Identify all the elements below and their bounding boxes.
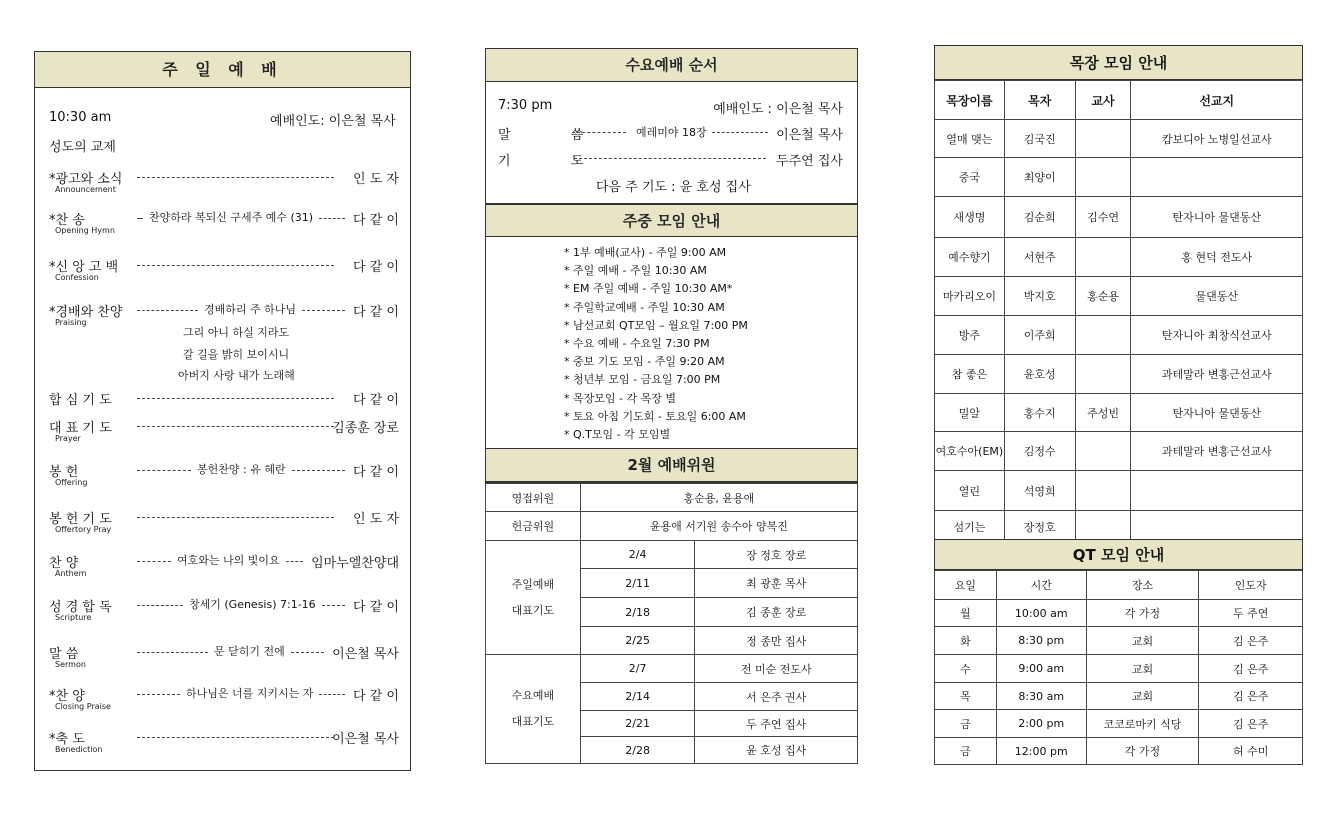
- order-label: 성 경 합 독: [49, 600, 112, 615]
- table-cell: [1075, 316, 1131, 355]
- leader-line: [137, 218, 143, 219]
- name-cell: 전 미순 전도사: [695, 655, 858, 683]
- date-cell: 2/14: [580, 683, 695, 711]
- table-cell: 홍순용: [1075, 277, 1131, 316]
- sunday-order-item: [49, 685, 399, 711]
- table-row: [935, 471, 1303, 511]
- order-label: 합 심 기 도: [49, 393, 112, 408]
- order-detail: 찬양하라 복되신 구세주 예수 (31): [149, 211, 314, 224]
- wednesday-service-title: 수요예배 순서: [486, 49, 857, 82]
- leader-line: [286, 561, 303, 562]
- order-person: 김종훈 장로: [332, 421, 399, 436]
- weekly-meeting-text: 청년부 모임 - 금요일 7:00 PM: [573, 373, 721, 387]
- wednesday-leader: 예배인도 : 이은철 목사: [713, 102, 843, 117]
- table-row: [935, 355, 1303, 394]
- weekly-meetings-title: 주중 모임 안내: [486, 204, 857, 237]
- leader-line: [319, 218, 345, 219]
- table-row: [935, 277, 1303, 316]
- weekly-meetings-panel: [485, 204, 858, 449]
- weekly-meeting-item: [564, 280, 732, 296]
- wed-prayer-label-1: 수요예배: [511, 689, 555, 702]
- order-detail: 창세기 (Genesis) 7:1-16: [189, 598, 316, 611]
- table-cell: 홍수지: [1004, 394, 1075, 432]
- table-cell: [1075, 355, 1131, 394]
- column-header: 시간: [996, 571, 1086, 600]
- weekly-meeting-text: EM 주일 예배 - 주일 10:30 AM*: [573, 282, 733, 296]
- table-cell: [1075, 238, 1131, 277]
- order-person: 다 같 이: [353, 305, 399, 320]
- weekly-meeting-text: 토요 아침 기도회 - 토요일 6:00 AM: [573, 409, 746, 423]
- date-cell: 2/7: [580, 655, 695, 683]
- name-cell: 두 주연 집사: [695, 711, 858, 737]
- table-cell: 코코로마키 식당: [1086, 710, 1199, 738]
- order-english-label: Offertory Pray: [55, 525, 112, 534]
- table-cell: 목: [935, 683, 997, 710]
- sunday-order-item: [49, 728, 399, 754]
- order-english-label: Announcement: [55, 185, 116, 194]
- wednesday-word-speaker: 이은철 목사: [776, 128, 843, 143]
- sunday-time: 10:30 am: [49, 110, 112, 125]
- table-cell: 탄자니아 최창식선교사: [1131, 316, 1303, 355]
- usher-value: 홍순용, 윤용애: [580, 484, 857, 512]
- leader-line: [137, 737, 334, 738]
- table-cell: 2:00 pm: [996, 710, 1086, 738]
- table-row: [935, 627, 1303, 655]
- table-row: [935, 120, 1303, 158]
- leader-line: [137, 561, 171, 562]
- bullet: *: [564, 246, 573, 259]
- wednesday-prayer-label: 기 도: [498, 154, 612, 169]
- order-english-label: Scripture: [55, 613, 92, 622]
- table-header-row: [935, 81, 1303, 120]
- table-cell: 이주희: [1004, 316, 1075, 355]
- bullet: *: [564, 409, 573, 423]
- bullet: *: [564, 282, 573, 296]
- sunday-service-title: 주 일 예 배: [35, 52, 410, 88]
- bullet: *: [564, 355, 573, 369]
- table-cell: 화: [935, 627, 997, 655]
- order-detail: 문 닫히기 전에: [214, 645, 285, 658]
- table-cell: 홍 현덕 전도사: [1131, 238, 1303, 277]
- order-person: 다 같 이: [353, 393, 399, 408]
- sunday-greeting: 성도의 교제: [49, 140, 116, 155]
- qt-title: QT 모임 안내: [934, 539, 1303, 570]
- order-person: 인 도 자: [353, 172, 399, 187]
- wednesday-word-text: 예레미야 18장: [636, 126, 707, 139]
- table-cell: 중국: [935, 158, 1005, 197]
- leader-line: [137, 470, 191, 471]
- table-cell: 캄보디아 노병일선교사: [1131, 120, 1303, 158]
- order-label: 말 씀: [49, 647, 79, 662]
- leader-line: [291, 652, 324, 653]
- table-cell: 윤호성: [1004, 355, 1075, 394]
- offering-value: 윤용애 서기원 송수아 양복진: [580, 512, 857, 541]
- table-cell: 물댄동산: [1131, 277, 1303, 316]
- column-header: 요일: [935, 571, 997, 600]
- table-cell: 8:30 pm: [996, 627, 1086, 655]
- column-header: 인도자: [1199, 571, 1303, 600]
- table-cell: 허 수미: [1199, 738, 1303, 765]
- february-committee-table: [485, 483, 858, 764]
- name-cell: 윤 호성 집사: [695, 737, 858, 764]
- table-cell: 예수향기: [935, 238, 1005, 277]
- table-cell: 밀알: [935, 394, 1005, 432]
- bullet: *: [564, 318, 573, 332]
- praise-line: 그리 아니 하실 지라도: [183, 326, 290, 339]
- table-row: [935, 238, 1303, 277]
- sunday-order-item: [49, 417, 399, 443]
- order-person: 다 같 이: [353, 689, 399, 704]
- column-header: 목자: [1004, 81, 1075, 120]
- table-cell: 김 은주: [1199, 683, 1303, 710]
- sunday-prayer-label-1: 주일예배: [511, 577, 555, 591]
- table-cell: 석영희: [1004, 471, 1075, 511]
- table-cell: 9:00 am: [996, 655, 1086, 683]
- column-header: 선교지: [1131, 81, 1303, 120]
- table-cell: 김정수: [1004, 432, 1075, 471]
- leader-line: [137, 694, 180, 695]
- table-cell: [1075, 471, 1131, 511]
- table-cell: 서현주: [1004, 238, 1075, 277]
- date-cell: 2/21: [580, 711, 695, 737]
- table-cell: 과테말라 변홍근선교사: [1131, 432, 1303, 471]
- bullet: *: [564, 391, 573, 405]
- name-cell: 장 정호 장로: [695, 541, 858, 569]
- name-cell: 최 광훈 목사: [695, 569, 858, 598]
- leader-line: [137, 310, 198, 311]
- table-cell: 교회: [1086, 627, 1199, 655]
- leader-line: [712, 132, 768, 133]
- table-cell: 각 가정: [1086, 600, 1199, 627]
- table-cell: 두 주연: [1199, 600, 1303, 627]
- leader-line: [322, 605, 345, 606]
- table-cell: 수: [935, 655, 997, 683]
- sunday-service-panel: [34, 51, 411, 771]
- name-cell: 김 종훈 장로: [695, 598, 858, 627]
- table-row: [935, 316, 1303, 355]
- table-row: [486, 484, 858, 512]
- sunday-order-item: [49, 389, 399, 411]
- table-cell: 참 좋은: [935, 355, 1005, 394]
- table-cell: 금: [935, 710, 997, 738]
- leader-line: [137, 605, 183, 606]
- table-row: [935, 432, 1303, 471]
- weekly-meeting-text: Q.T모임 - 각 모임별: [573, 428, 671, 441]
- order-label: *광고와 소식: [49, 172, 123, 187]
- sunday-order-item: [49, 643, 399, 669]
- table-cell: 방주: [935, 316, 1005, 355]
- table-row: [935, 738, 1303, 765]
- date-cell: 2/4: [580, 541, 695, 569]
- table-row: [486, 655, 858, 683]
- order-english-label: Offering: [55, 478, 88, 487]
- wed-prayer-label: [486, 655, 581, 764]
- order-label: *경배와 찬양: [49, 305, 123, 320]
- order-label: *찬 송: [49, 213, 85, 228]
- wednesday-service-panel: [485, 48, 858, 204]
- praise-line: 갈 길을 밝히 보이시니: [183, 348, 290, 361]
- table-header-row: [935, 571, 1303, 600]
- leader-line: [292, 470, 345, 471]
- table-cell: 주성빈: [1075, 394, 1131, 432]
- table-cell: 김 은주: [1199, 627, 1303, 655]
- table-cell: 열매 맺는: [935, 120, 1005, 158]
- leader-line: [137, 652, 208, 653]
- mokjang-title: 목장 모임 안내: [934, 45, 1303, 80]
- weekly-meeting-item: [564, 371, 720, 387]
- leader-line: [319, 694, 345, 695]
- february-committee-title: 2월 예배위원: [486, 449, 857, 482]
- order-person: 다 같 이: [353, 213, 399, 228]
- table-cell: 여호수아(EM): [935, 432, 1005, 471]
- sunday-leader: 예배인도: 이은철 목사: [270, 114, 396, 129]
- table-row: [935, 710, 1303, 738]
- table-cell: 월: [935, 600, 997, 627]
- wednesday-time: 7:30 pm: [498, 98, 553, 113]
- column-header: 교사: [1075, 81, 1131, 120]
- sunday-order-item: [49, 168, 399, 194]
- weekly-meeting-item: [564, 408, 746, 424]
- column-header: 장소: [1086, 571, 1199, 600]
- weekly-meeting-item: [564, 317, 748, 333]
- column-header: 목장이름: [935, 81, 1005, 120]
- table-cell: 새생명: [935, 197, 1005, 238]
- leader-line: [137, 426, 334, 427]
- sunday-order-item: [49, 301, 399, 327]
- weekly-meeting-item: [564, 262, 707, 278]
- order-detail: 여호와는 나의 빛이요: [177, 554, 280, 567]
- order-english-label: Sermon: [55, 660, 86, 669]
- date-cell: 2/11: [580, 569, 695, 598]
- weekly-meeting-item: [564, 299, 725, 315]
- weekly-meeting-item: [564, 244, 726, 260]
- offering-label: 헌금위원: [486, 512, 581, 541]
- wed-prayer-label-2: 대표기도: [511, 715, 555, 728]
- date-cell: 2/28: [580, 737, 695, 764]
- table-cell: 최양이: [1004, 158, 1075, 197]
- leader-line: [137, 517, 334, 518]
- date-cell: 2/25: [580, 627, 695, 655]
- weekly-meeting-text: 중보 기도 모임 - 주일 9:20 AM: [573, 355, 725, 369]
- usher-label: 영접위원: [486, 484, 581, 512]
- name-cell: 정 종만 집사: [695, 627, 858, 655]
- table-cell: 12:00 pm: [996, 738, 1086, 765]
- weekly-meeting-item: [564, 335, 710, 351]
- february-committee-panel: [485, 449, 858, 483]
- order-label: 대 표 기 도: [49, 421, 112, 436]
- wednesday-word-label: 말 씀: [498, 128, 612, 143]
- order-person: 인 도 자: [353, 512, 399, 527]
- weekly-meeting-text: 주일 예배 - 주일 10:30 AM: [573, 264, 707, 278]
- table-row: [935, 683, 1303, 710]
- leader-line: [137, 177, 334, 178]
- table-cell: 열린: [935, 471, 1005, 511]
- table-cell: 교회: [1086, 683, 1199, 710]
- table-cell: 김수연: [1075, 197, 1131, 238]
- order-english-label: Anthem: [55, 569, 87, 578]
- weekly-meeting-item: [564, 353, 725, 369]
- sunday-prayer-label-2: 대표기도: [511, 603, 555, 617]
- table-cell: 교회: [1086, 655, 1199, 683]
- table-cell: 금: [935, 738, 997, 765]
- table-cell: 김순희: [1004, 197, 1075, 238]
- table-cell: [1075, 120, 1131, 158]
- order-english-label: Confession: [55, 273, 99, 282]
- table-cell: 섬기는: [935, 511, 1005, 544]
- order-person: 임마누엘찬양대: [311, 556, 399, 571]
- table-cell: [1131, 471, 1303, 511]
- table-cell: [1075, 432, 1131, 471]
- table-cell: 10:00 am: [996, 600, 1086, 627]
- table-row: [486, 541, 858, 569]
- bullet: *: [564, 337, 573, 350]
- leader-line: [572, 132, 626, 133]
- table-row: [935, 197, 1303, 238]
- order-label: *찬 양: [49, 689, 85, 704]
- order-label: *신 앙 고 백: [49, 260, 119, 275]
- name-cell: 서 은주 권사: [695, 683, 858, 711]
- sunday-order-item: [49, 596, 399, 622]
- wednesday-prayer-person: 두주연 집사: [776, 154, 843, 169]
- table-cell: 장정호: [1004, 511, 1075, 544]
- table-row: [486, 512, 858, 541]
- order-detail: 하나님은 너를 지키시는 자: [186, 687, 314, 700]
- table-cell: 탄자니아 물댄동산: [1131, 197, 1303, 238]
- order-label: 찬 양: [49, 556, 79, 571]
- weekly-meeting-item: [564, 390, 676, 406]
- table-cell: 김 은주: [1199, 655, 1303, 683]
- praise-line: 아버지 사랑 내가 노래해: [178, 369, 295, 382]
- bullet: *: [564, 373, 573, 387]
- table-cell: [1075, 158, 1131, 197]
- table-cell: 박지호: [1004, 277, 1075, 316]
- order-label: 봉 헌: [49, 465, 79, 480]
- order-person: 다 같 이: [353, 260, 399, 275]
- leader-line: [302, 310, 345, 311]
- order-english-label: Praising: [55, 318, 87, 327]
- qt-table: [934, 570, 1303, 765]
- order-person: 다 같 이: [353, 600, 399, 615]
- table-row: [935, 158, 1303, 197]
- weekly-meeting-text: 남선교회 QT모임 – 월요일 7:00 PM: [573, 318, 748, 332]
- table-cell: 8:30 am: [996, 683, 1086, 710]
- table-cell: 탄자니아 물댄동산: [1131, 394, 1303, 432]
- table-row: [935, 655, 1303, 683]
- bullet: *: [564, 428, 573, 441]
- order-detail: 경배하리 주 하나님: [204, 303, 297, 316]
- weekly-meeting-text: 1부 예배(교사) - 주일 9:00 AM: [573, 246, 727, 259]
- sunday-order-item: [49, 552, 399, 578]
- order-person: 이은철 목사: [332, 647, 399, 662]
- sunday-order-item: [49, 256, 399, 282]
- table-row: [935, 600, 1303, 627]
- order-english-label: Opening Hymn: [55, 226, 115, 235]
- leader-line: [137, 265, 334, 266]
- weekly-meeting-text: 목장모임 - 각 목장 별: [573, 391, 676, 405]
- order-english-label: Closing Praise: [55, 702, 111, 711]
- order-english-label: Benediction: [55, 745, 103, 754]
- table-cell: 마카리오이: [935, 277, 1005, 316]
- weekly-meeting-text: 수요 예배 - 수요일 7:30 PM: [573, 337, 710, 350]
- mokjang-table: [934, 80, 1303, 544]
- order-label: 봉 헌 기 도: [49, 512, 112, 527]
- date-cell: 2/18: [580, 598, 695, 627]
- sunday-order-item: [49, 508, 399, 534]
- table-cell: 각 가정: [1086, 738, 1199, 765]
- table-cell: 김 은주: [1199, 710, 1303, 738]
- leader-line: [137, 398, 334, 399]
- sunday-order-item: [49, 209, 399, 235]
- bullet: *: [564, 264, 573, 278]
- order-detail: 봉헌찬양 : 유 혜란: [197, 463, 286, 476]
- order-person: 다 같 이: [353, 465, 399, 480]
- bullet: *: [564, 300, 573, 314]
- order-english-label: Prayer: [55, 434, 81, 443]
- order-person: 이은철 목사: [332, 732, 399, 747]
- table-row: [935, 394, 1303, 432]
- leader-line: [574, 158, 766, 159]
- sunday-order-item: [49, 461, 399, 487]
- table-cell: [1131, 158, 1303, 197]
- table-cell: 과테말라 변홍근선교사: [1131, 355, 1303, 394]
- sunday-prayer-label: [486, 541, 581, 655]
- next-week-prayer: 다음 주 기도 : 윤 호성 집사: [596, 180, 751, 195]
- order-label: *축 도: [49, 732, 85, 747]
- table-cell: 김국진: [1004, 120, 1075, 158]
- weekly-meeting-item: [564, 426, 670, 442]
- weekly-meeting-text: 주일학교예배 - 주일 10:30 AM: [573, 300, 725, 314]
